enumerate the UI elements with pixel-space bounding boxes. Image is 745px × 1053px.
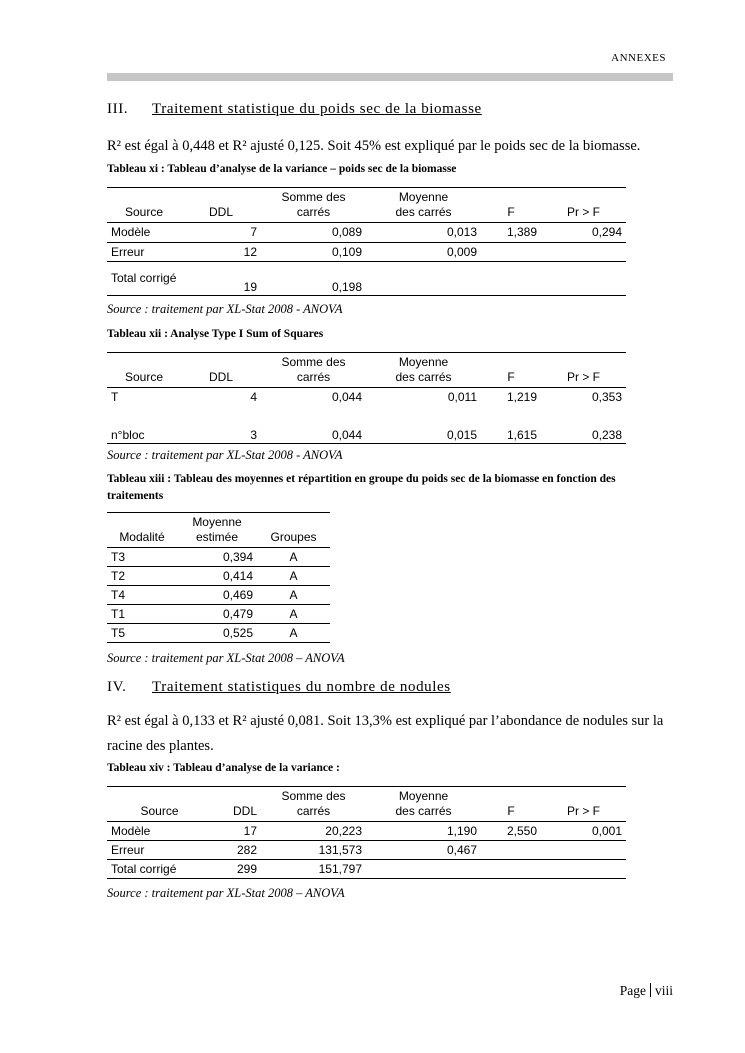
cell-moyenne xyxy=(366,262,481,296)
cell-modalite: T1 xyxy=(111,606,126,621)
table-header-row xyxy=(107,353,626,388)
table-header-row xyxy=(107,513,330,548)
cell-ddl: 3 xyxy=(250,428,257,442)
running-header: ANNEXES xyxy=(611,52,666,64)
cell-groupe: A xyxy=(289,568,298,583)
table-row xyxy=(107,408,626,444)
cell-somme: 20,223 xyxy=(325,823,362,838)
table-header-row xyxy=(107,787,626,822)
cell-somme: 0,089 xyxy=(331,225,362,239)
cell-moyenne xyxy=(366,860,481,879)
cell-pr xyxy=(541,860,626,879)
cell-moyenne: 0,467 xyxy=(446,842,477,857)
cell-f: 1,615 xyxy=(506,428,537,442)
cell-ddl: 19 xyxy=(243,280,257,294)
cell-ddl: 4 xyxy=(250,390,257,405)
col-moyenne: Moyenne des carrés xyxy=(395,190,452,219)
cell-modalite: T2 xyxy=(111,568,126,583)
header-rule xyxy=(107,73,673,81)
table-xiv xyxy=(107,786,626,879)
cell-somme: 0,198 xyxy=(331,280,362,294)
col-modalite: Modalité xyxy=(119,530,165,544)
table-row xyxy=(107,586,330,605)
cell-groupe: A xyxy=(289,587,298,602)
table-row xyxy=(107,243,626,262)
cell-groupe: A xyxy=(289,549,298,564)
cell-source: T xyxy=(111,390,119,405)
page-label: Page xyxy=(619,983,646,998)
col-moyenne: Moyenne des carrés xyxy=(395,789,452,818)
cell-f xyxy=(481,262,541,296)
section-number: IV. xyxy=(107,679,127,695)
cell-somme: 0,044 xyxy=(331,390,362,405)
cell-moyenne: 0,479 xyxy=(222,606,253,621)
cell-moyenne: 0,009 xyxy=(446,244,477,259)
cell-source: n°bloc xyxy=(111,428,145,442)
table-xiii-caption: Tableau xiii : Tableau des moyennes et répartition en groupe du poids sec de la biomasse en fonction des traitements xyxy=(107,473,616,502)
table-row xyxy=(107,822,626,841)
col-f: F xyxy=(507,205,515,219)
cell-somme: 151,797 xyxy=(318,861,362,876)
section-title: Traitement statistique du poids sec de la biomasse xyxy=(152,101,482,117)
cell-pr xyxy=(541,262,626,296)
table-row xyxy=(107,262,626,296)
cell-f: 1,389 xyxy=(506,225,537,239)
cell-pr xyxy=(541,841,626,860)
cell-source: Erreur xyxy=(111,244,145,259)
cell-moyenne: 0,414 xyxy=(222,568,253,583)
table-xi-source: Source : traitement par XL-Stat 2008 - ANOVA xyxy=(107,302,343,316)
table-xii xyxy=(107,352,626,444)
section-4-paragraph: R² est égal à 0,133 et R² ajusté 0,081. Soit 13,3% est expliqué par l’abondance de nodules sur la racine des plantes. xyxy=(107,713,664,754)
page-footer xyxy=(620,983,673,999)
cell-somme: 0,109 xyxy=(331,244,362,259)
cell-f xyxy=(481,860,541,879)
section-3-paragraph: R² est égal à 0,448 et R² ajusté 0,125. Soit 45% est expliqué par le poids sec de la biomasse. xyxy=(107,138,641,154)
col-f: F xyxy=(507,370,515,384)
table-row xyxy=(107,841,626,860)
col-somme: Somme des carrés xyxy=(281,355,346,384)
cell-somme: 131,573 xyxy=(318,842,362,857)
col-pr: Pr > F xyxy=(566,205,600,219)
table-row xyxy=(107,388,626,408)
table-xi-caption: Tableau xi : Tableau d’analyse de la variance – poids sec de la biomasse xyxy=(107,163,457,175)
cell-moyenne: 0,013 xyxy=(446,225,477,239)
cell-pr xyxy=(541,243,626,262)
cell-pr: 0,353 xyxy=(591,390,622,405)
table-row xyxy=(107,567,330,586)
cell-moyenne: 0,525 xyxy=(222,625,253,640)
page-number: viii xyxy=(654,983,673,998)
cell-source: Total corrigé xyxy=(111,271,177,285)
col-source: Source xyxy=(124,370,164,384)
table-row xyxy=(107,860,626,879)
cell-f: 1,219 xyxy=(506,390,537,405)
cell-pr: 0,001 xyxy=(591,823,622,838)
section-title: Traitement statistiques du nombre de nodules xyxy=(152,679,451,695)
table-row xyxy=(107,624,330,643)
table-header-row xyxy=(107,188,626,223)
col-ddl: DDL xyxy=(208,205,233,219)
section-heading-3 xyxy=(107,101,482,118)
col-somme: Somme des carrés xyxy=(281,190,346,219)
col-groupes: Groupes xyxy=(270,530,317,544)
cell-source: Total corrigé xyxy=(111,861,177,876)
cell-source: Modèle xyxy=(111,225,151,239)
col-pr: Pr > F xyxy=(566,804,600,818)
section-number: III. xyxy=(107,101,129,117)
col-ddl: DDL xyxy=(208,370,233,384)
footer-divider xyxy=(650,983,651,997)
col-ddl: DDL xyxy=(232,804,257,818)
cell-moyenne: 0,469 xyxy=(222,587,253,602)
table-xii-caption: Tableau xii : Analyse Type I Sum of Squares xyxy=(107,328,324,340)
cell-moyenne: 0,015 xyxy=(446,428,477,442)
col-source: Source xyxy=(140,804,179,818)
cell-moyenne: 1,190 xyxy=(446,823,477,838)
cell-moyenne: 0,011 xyxy=(447,390,477,405)
cell-ddl: 299 xyxy=(236,861,257,876)
table-xiv-source: Source : traitement par XL-Stat 2008 – ANOVA xyxy=(107,886,345,900)
col-pr: Pr > F xyxy=(566,370,600,384)
cell-ddl: 7 xyxy=(250,225,257,239)
cell-ddl: 12 xyxy=(243,244,257,259)
cell-pr: 0,238 xyxy=(591,428,622,442)
cell-modalite: T3 xyxy=(111,549,126,564)
cell-ddl: 282 xyxy=(236,842,257,857)
section-heading-4 xyxy=(107,679,451,696)
cell-somme: 0,044 xyxy=(331,428,362,442)
col-f: F xyxy=(507,804,515,818)
cell-pr: 0,294 xyxy=(591,225,622,239)
cell-ddl: 17 xyxy=(243,823,257,838)
cell-groupe: A xyxy=(289,606,298,621)
cell-source: Erreur xyxy=(111,842,145,857)
table-xiii xyxy=(107,512,330,643)
table-row xyxy=(107,223,626,243)
table-xii-source: Source : traitement par XL-Stat 2008 - ANOVA xyxy=(107,448,343,462)
cell-groupe: A xyxy=(289,625,298,640)
cell-f: 2,550 xyxy=(506,823,537,838)
col-moyenne: Moyenne des carrés xyxy=(395,355,452,384)
table-xiv-caption: Tableau xiv : Tableau d’analyse de la variance : xyxy=(107,762,340,774)
cell-modalite: T5 xyxy=(111,625,126,640)
table-xi xyxy=(107,187,626,296)
col-somme: Somme des carrés xyxy=(281,789,346,818)
col-moyenne-estimee: Moyenne estimée xyxy=(192,515,242,544)
cell-moyenne: 0,394 xyxy=(222,549,253,564)
table-xiii-source: Source : traitement par XL-Stat 2008 – ANOVA xyxy=(107,651,345,665)
cell-source: Modèle xyxy=(111,823,151,838)
table-row xyxy=(107,548,330,567)
cell-f xyxy=(481,243,541,262)
cell-f xyxy=(481,841,541,860)
cell-modalite: T4 xyxy=(111,587,126,602)
col-source: Source xyxy=(124,205,164,219)
table-row xyxy=(107,605,330,624)
